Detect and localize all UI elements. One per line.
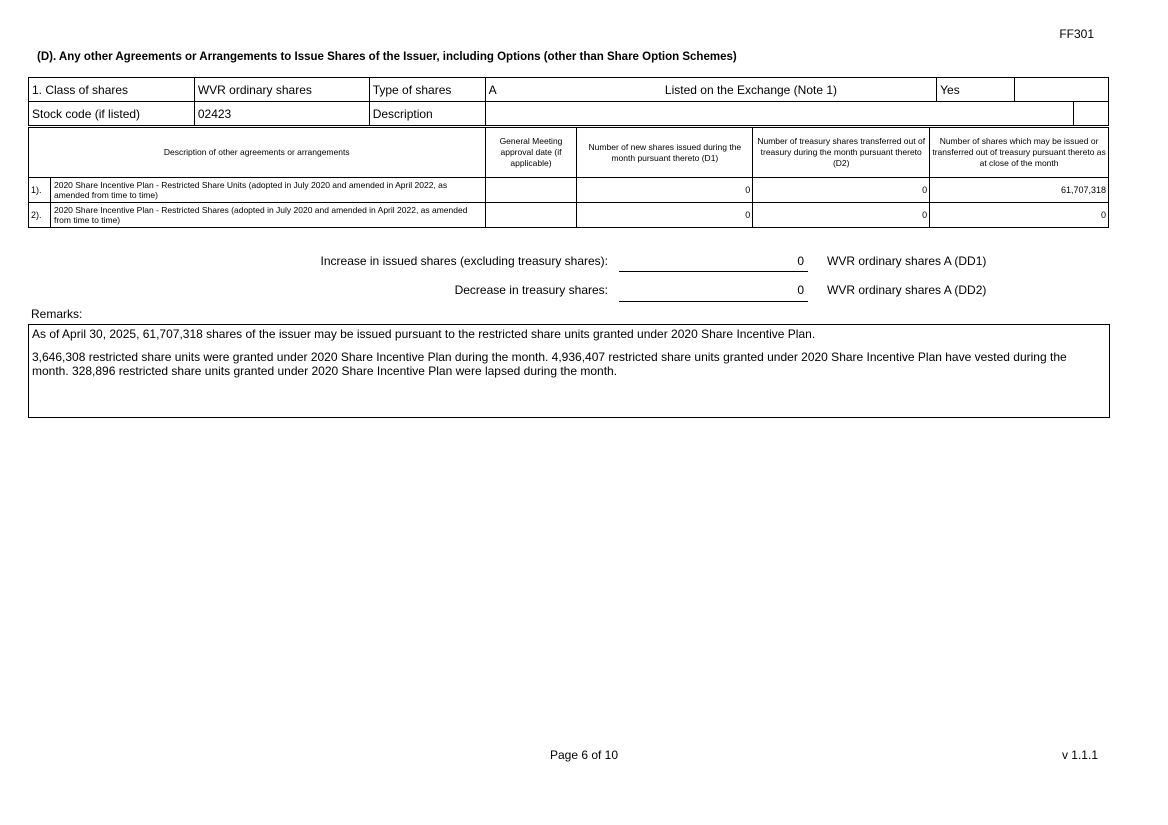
increase-label: Increase in issued shares (excluding treasury shares): (320, 254, 608, 268)
column-header-approval-date: General Meeting approval date (if applicable) (485, 128, 577, 178)
table-row (29, 203, 1109, 228)
row-index: 1). (29, 178, 51, 203)
row-new-shares: 0 (577, 203, 753, 228)
decrease-unit: WVR ordinary shares A (DD2) (827, 283, 987, 297)
listed-extra-cell (1015, 78, 1109, 102)
page-number: Page 6 of 10 (549, 748, 619, 762)
row-description: 2020 Share Incentive Plan - Restricted Share Units (adopted in July 2020 and amended in April 2022, as amended from time to time) (50, 178, 485, 203)
column-header-treasury-shares: Number of treasury shares transferred out of treasury during the month pursuant thereto (D2) (753, 128, 930, 178)
description-label: Description (369, 102, 485, 126)
row-approval-date (485, 203, 577, 228)
description-extra-cell (1074, 102, 1109, 126)
remarks-title: Remarks: (31, 307, 83, 321)
row-index: 2). (29, 203, 51, 228)
table-row (29, 178, 1109, 203)
increase-value: 0 (797, 254, 804, 268)
column-header-description: Description of other agreements or arrangements (29, 128, 486, 178)
increase-underline (619, 271, 808, 272)
share-class-table (28, 77, 1109, 126)
form-code: FF301 (1059, 27, 1094, 41)
row-treasury-shares: 0 (753, 178, 930, 203)
class-of-shares-label: 1. Class of shares (29, 78, 195, 102)
type-of-shares-label: Type of shares (369, 78, 485, 102)
section-title: (D). Any other Agreements or Arrangements to Issue Shares of the Issuer, including Options (other than Share Option Schemes) (37, 51, 737, 63)
stock-code-value: 02423 (194, 102, 369, 126)
class-of-shares-value: WVR ordinary shares (194, 78, 369, 102)
row-approval-date (485, 178, 577, 203)
remarks-box (28, 324, 1110, 418)
type-of-shares-value: A (485, 78, 662, 102)
decrease-label: Decrease in treasury shares: (454, 283, 608, 297)
remarks-paragraph: 3,646,308 restricted share units were granted under 2020 Share Incentive Plan during the month. 4,936,407 restricted share units granted under 2020 Share Incentive Plan have vested during the month. 328,896 restricted share units granted under 2020 Share Incentive Plan were lapsed during the month. (32, 350, 1067, 378)
remarks-paragraph: As of April 30, 2025, 61,707,318 shares of the issuer may be issued pursuant to the restricted share units granted under 2020 Share Incentive Plan. (32, 327, 816, 341)
decrease-value: 0 (797, 283, 804, 297)
decrease-underline (619, 301, 808, 302)
stock-code-label: Stock code (if listed) (29, 102, 195, 126)
listed-on-exchange-value: Yes (937, 78, 1015, 102)
listed-on-exchange-label: Listed on the Exchange (Note 1) (662, 78, 937, 102)
version-label: v 1.1.1 (1061, 748, 1098, 762)
row-treasury-shares: 0 (753, 203, 930, 228)
row-new-shares: 0 (577, 178, 753, 203)
row-may-be-issued: 61,707,318 (930, 178, 1109, 203)
description-value (485, 102, 1073, 126)
column-header-new-shares: Number of new shares issued during the month pursuant thereto (D1) (577, 128, 753, 178)
row-may-be-issued: 0 (930, 203, 1109, 228)
agreements-table (28, 127, 1109, 228)
increase-unit: WVR ordinary shares A (DD1) (827, 254, 987, 268)
row-description: 2020 Share Incentive Plan - Restricted Shares (adopted in July 2020 and amended in April 2022, as amended from time to time) (50, 203, 485, 228)
column-header-may-be-issued: Number of shares which may be issued or transferred out of treasury pursuant thereto as at close of the month (930, 128, 1109, 178)
